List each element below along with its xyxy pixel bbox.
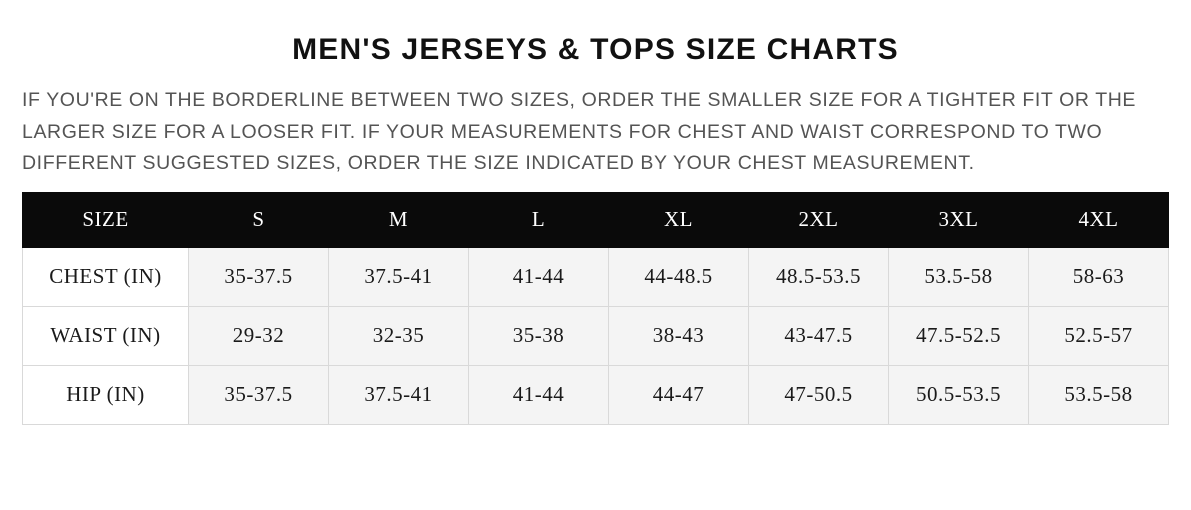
cell-chest-2xl: 48.5-53.5 — [749, 247, 889, 306]
cell-hip-4xl: 53.5-58 — [1029, 365, 1169, 424]
size-chart-table-wrapper — [0, 180, 1191, 425]
row-label-chest: CHEST (IN) — [23, 247, 189, 306]
column-header-4xl: 4XL — [1029, 192, 1169, 247]
cell-hip-xl: 44-47 — [609, 365, 749, 424]
cell-chest-l: 41-44 — [469, 247, 609, 306]
table-row — [23, 247, 1169, 306]
page-title: MEN'S JERSEYS & TOPS SIZE CHARTS — [292, 33, 899, 66]
cell-waist-s: 29-32 — [189, 306, 329, 365]
cell-hip-2xl: 47-50.5 — [749, 365, 889, 424]
column-header-l: L — [469, 192, 609, 247]
cell-chest-3xl: 53.5-58 — [889, 247, 1029, 306]
table-header — [23, 192, 1169, 247]
cell-chest-4xl: 58-63 — [1029, 247, 1169, 306]
cell-waist-m: 32-35 — [329, 306, 469, 365]
intro-paragraph: IF YOU'RE ON THE BORDERLINE BETWEEN TWO SIZES, ORDER THE SMALLER SIZE FOR A TIGHTER FIT OR THE LARGER SIZE FOR A LOOSER FIT. IF YOUR MEASUREMENTS FOR CHEST AND WAIST CORRESPOND TO TWO DIFFERENT SUGGESTED SIZES, ORDER THE SIZE INDICATED BY YOUR CHEST MEASUREMENT. — [22, 89, 1137, 175]
cell-hip-l: 41-44 — [469, 365, 609, 424]
table-header-row — [23, 192, 1169, 247]
table-body — [23, 247, 1169, 424]
row-label-hip: HIP (IN) — [23, 365, 189, 424]
size-chart-table — [22, 192, 1169, 425]
cell-hip-s: 35-37.5 — [189, 365, 329, 424]
cell-waist-4xl: 52.5-57 — [1029, 306, 1169, 365]
cell-waist-3xl: 47.5-52.5 — [889, 306, 1029, 365]
column-header-m: M — [329, 192, 469, 247]
cell-chest-xl: 44-48.5 — [609, 247, 749, 306]
cell-waist-2xl: 43-47.5 — [749, 306, 889, 365]
column-header-xl: XL — [609, 192, 749, 247]
table-row — [23, 306, 1169, 365]
column-header-size: SIZE — [23, 192, 189, 247]
column-header-2xl: 2XL — [749, 192, 889, 247]
cell-waist-xl: 38-43 — [609, 306, 749, 365]
row-label-waist: WAIST (IN) — [23, 306, 189, 365]
table-row — [23, 365, 1169, 424]
cell-hip-m: 37.5-41 — [329, 365, 469, 424]
cell-hip-3xl: 50.5-53.5 — [889, 365, 1029, 424]
column-header-3xl: 3XL — [889, 192, 1029, 247]
cell-chest-s: 35-37.5 — [189, 247, 329, 306]
cell-waist-l: 35-38 — [469, 306, 609, 365]
column-header-s: S — [189, 192, 329, 247]
cell-chest-m: 37.5-41 — [329, 247, 469, 306]
